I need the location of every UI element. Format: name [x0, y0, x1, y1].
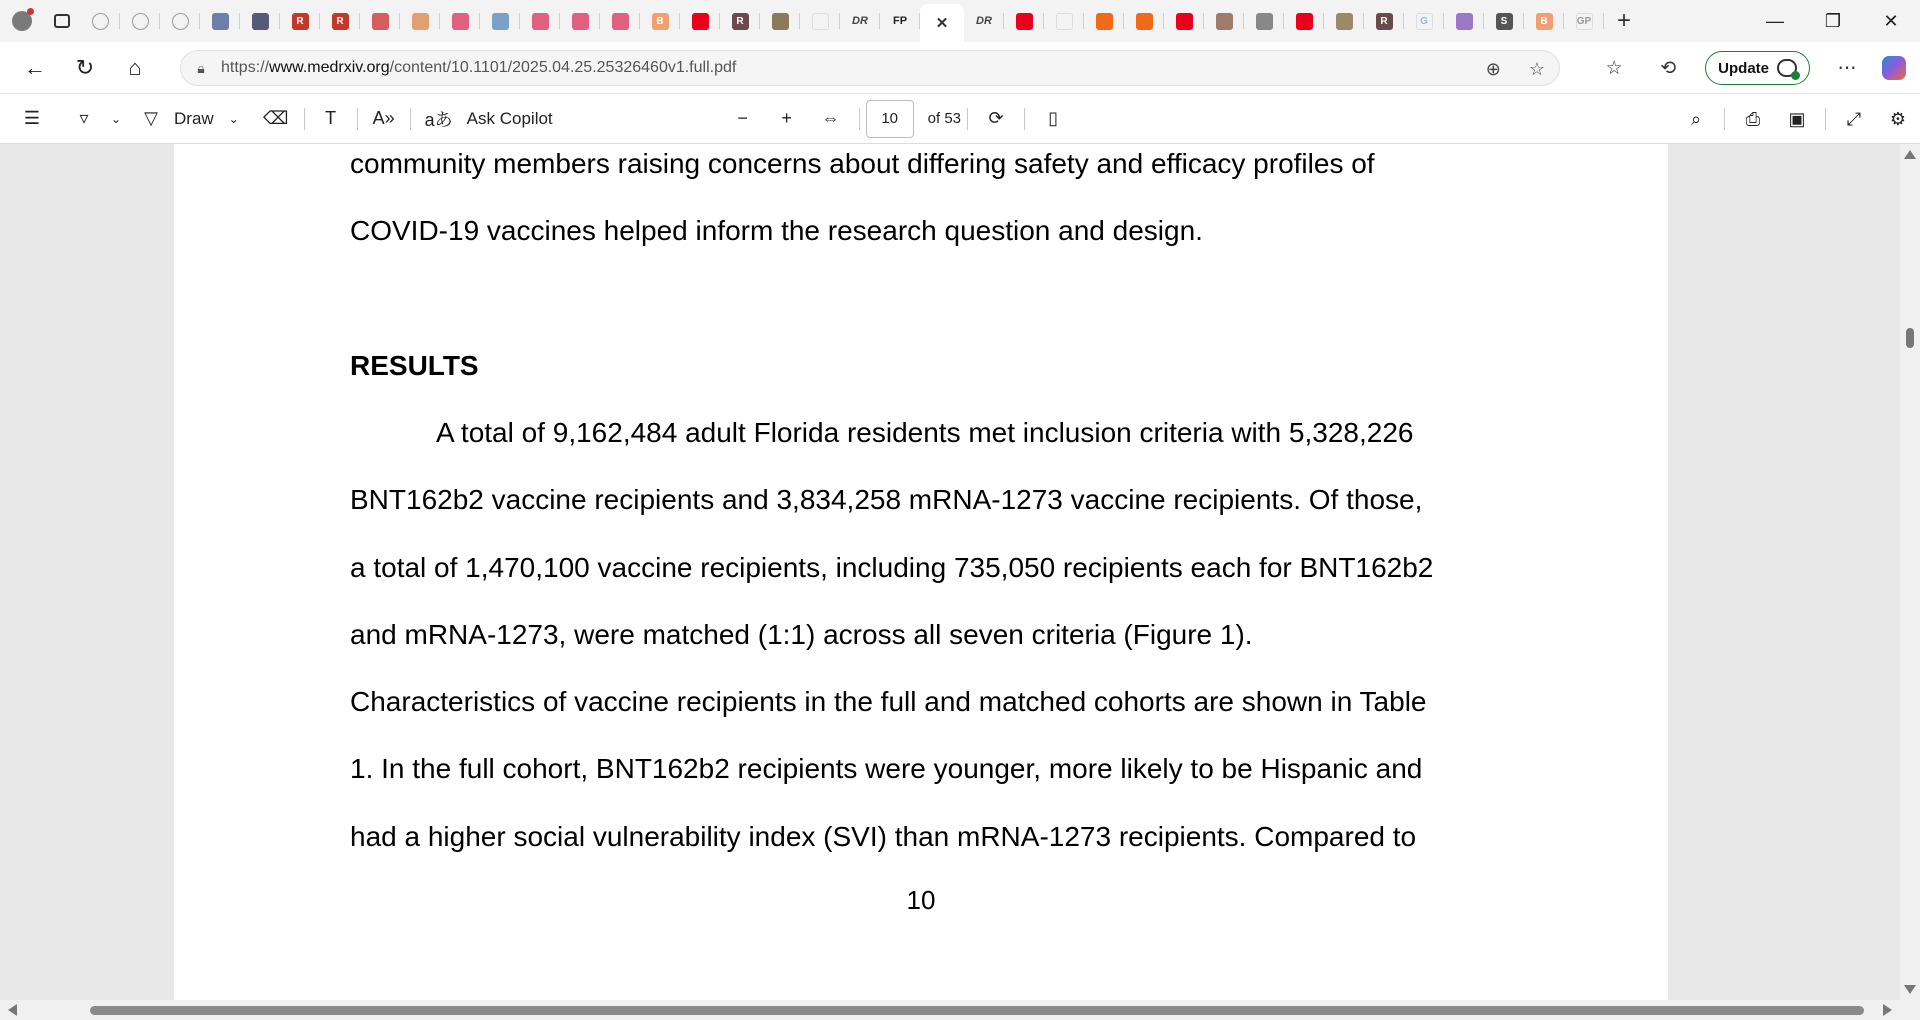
fp-icon: FP	[892, 15, 908, 27]
search-icon[interactable]: ⌕	[1690, 108, 1702, 129]
browser-tab[interactable]	[1164, 4, 1204, 38]
youtube-icon	[1296, 13, 1313, 30]
browser-tab[interactable]	[1404, 4, 1444, 38]
youtube-icon	[612, 13, 629, 30]
site-icon	[492, 13, 509, 30]
minimize-button[interactable]: —	[1766, 10, 1784, 31]
r-icon: R	[732, 13, 749, 30]
scroll-corner	[1900, 1000, 1920, 1020]
divider	[1825, 108, 1826, 130]
paragraph-line: had a higher social vulnerability index (SVI) than mRNA-1273 recipients. Compared to	[350, 821, 1417, 852]
browser-tab[interactable]	[1364, 4, 1404, 38]
read-aloud-icon[interactable]: A»	[372, 108, 395, 128]
browser-tab[interactable]	[880, 4, 920, 38]
rotate-icon[interactable]: ⟳	[988, 108, 1004, 128]
youtube-icon	[452, 13, 469, 30]
browser-tab[interactable]	[964, 4, 1004, 38]
history-icon[interactable]: ⟲	[1660, 57, 1677, 79]
divider	[1024, 108, 1025, 130]
globe-icon	[172, 13, 189, 30]
r-icon: R	[1376, 13, 1393, 30]
update-badge-icon	[1777, 59, 1797, 77]
address-bar	[0, 42, 1920, 94]
bookmark-icon	[1136, 13, 1153, 30]
close-window-button[interactable]: ✕	[1883, 10, 1899, 31]
highlight-icon[interactable]: ▿	[79, 108, 89, 128]
divider	[357, 108, 358, 130]
browser-tab[interactable]	[1004, 4, 1044, 38]
text-line: community members raising concerns about differing safety and efficacy profiles of	[350, 148, 1375, 179]
browser-tab[interactable]	[800, 4, 840, 38]
search-icon	[1056, 13, 1073, 30]
zoom-icon[interactable]: ⊕	[1485, 58, 1501, 79]
browser-tab[interactable]	[1204, 4, 1244, 38]
tab-list	[80, 0, 1604, 42]
browser-tab[interactable]	[1484, 4, 1524, 38]
back-button[interactable]: ←	[24, 54, 46, 80]
image-icon	[772, 13, 789, 30]
globe-icon	[92, 13, 109, 30]
paragraph-line: and mRNA-1273, were matched (1:1) across all seven criteria (Figure 1).	[350, 619, 1253, 650]
profile-avatar[interactable]	[0, 0, 44, 42]
avatar-icon	[412, 13, 429, 30]
youtube-icon	[1016, 13, 1033, 30]
gp-icon: GP	[1576, 13, 1593, 30]
tab-actions-icon	[54, 14, 70, 28]
zoom-in-icon[interactable]: +	[781, 108, 792, 128]
browser-tab[interactable]	[1044, 4, 1084, 38]
youtube-icon	[692, 13, 709, 30]
ask-copilot-button[interactable]: Ask Copilot	[466, 108, 553, 128]
browser-tab[interactable]	[320, 4, 360, 38]
contents-icon[interactable]: ☰	[23, 108, 41, 128]
s-icon: S	[1496, 13, 1513, 30]
mail-icon	[1456, 13, 1473, 30]
scroll-left-icon[interactable]	[8, 1004, 17, 1016]
browser-tab[interactable]	[520, 4, 560, 38]
favorites-icon[interactable]: ☆	[1605, 57, 1623, 79]
refresh-button[interactable]: ↻	[75, 54, 95, 80]
update-button[interactable]	[1705, 51, 1810, 85]
browser-tab[interactable]	[1124, 4, 1164, 38]
horizontal-scroll-thumb[interactable]	[90, 1006, 1864, 1015]
scroll-up-icon[interactable]	[1904, 150, 1916, 159]
browser-tab[interactable]	[760, 4, 800, 38]
settings-icon[interactable]: ⚙	[1889, 108, 1907, 129]
divider	[1724, 108, 1725, 130]
browser-tab[interactable]	[560, 4, 600, 38]
blogger-icon: B	[1536, 13, 1553, 30]
favorite-star-icon[interactable]: ☆	[1528, 58, 1545, 79]
page-number-input[interactable]: 10	[866, 100, 914, 138]
print-icon[interactable]: ⎙	[1745, 108, 1761, 129]
doc-icon	[252, 13, 269, 30]
paragraph-line: Characteristics of vaccine recipients in the full and matched cohorts are shown in Table	[350, 686, 1427, 717]
paragraph-line: BNT162b2 vaccine recipients and 3,834,258 mRNA-1273 vaccine recipients. Of those,	[350, 484, 1423, 515]
browser-tab[interactable]	[360, 4, 400, 38]
highlight-dropdown-icon[interactable]: ⌄	[110, 111, 122, 126]
browser-tab[interactable]	[1084, 4, 1124, 38]
divider	[304, 108, 305, 130]
copilot-icon[interactable]	[1882, 56, 1906, 80]
browser-tab[interactable]	[600, 4, 640, 38]
vertical-scrollbar[interactable]	[1900, 144, 1920, 1000]
browser-tab[interactable]	[1324, 4, 1364, 38]
browser-tab[interactable]	[120, 4, 160, 38]
image-icon	[1216, 13, 1233, 30]
browser-tab[interactable]	[1284, 4, 1324, 38]
fit-width-icon[interactable]: ⇔	[821, 108, 840, 128]
active-tab[interactable]	[920, 4, 964, 42]
news-icon	[212, 13, 229, 30]
divider	[410, 108, 411, 130]
more-menu-icon[interactable]: ⋯	[1837, 57, 1857, 79]
draw-button[interactable]: Draw	[174, 108, 214, 128]
draw-icon[interactable]: ▽	[144, 108, 158, 128]
url-bar[interactable]	[180, 50, 1560, 86]
pdf-toolbar	[0, 94, 1920, 144]
dr-icon: DR	[852, 15, 868, 27]
browser-tab[interactable]	[440, 4, 480, 38]
r-icon: R	[292, 13, 309, 30]
browser-tab[interactable]	[840, 4, 880, 38]
notification-dot	[27, 8, 34, 15]
browser-tab[interactable]	[400, 4, 440, 38]
url-text[interactable]: https://www.medrxiv.org/content/10.1101/2025.04.25.25326460v1.full.pdf	[221, 59, 737, 76]
zoom-out-icon[interactable]: −	[737, 108, 748, 128]
tab-strip	[0, 0, 1920, 42]
image-icon	[1336, 13, 1353, 30]
google-icon: G	[1416, 13, 1433, 30]
horizontal-scrollbar[interactable]	[0, 1000, 1900, 1020]
divider	[967, 108, 968, 130]
browser-tab[interactable]	[1564, 4, 1604, 38]
browser-tab[interactable]	[1444, 4, 1484, 38]
divider	[859, 108, 860, 130]
page-number: 10	[906, 885, 936, 915]
new-tab-button[interactable]: +	[1616, 7, 1631, 34]
browser-tab[interactable]	[640, 4, 680, 38]
dr-icon: DR	[976, 15, 992, 27]
bookmark-icon	[1096, 13, 1113, 30]
browser-tab[interactable]	[200, 4, 240, 38]
erase-icon[interactable]: ⌫	[262, 108, 289, 128]
pdf-viewer[interactable]	[0, 144, 1900, 1000]
r-icon: R	[332, 13, 349, 30]
lock-icon[interactable]: 🔒︎	[197, 59, 205, 76]
text-box-icon[interactable]: T	[325, 108, 337, 128]
youtube-icon	[1176, 13, 1193, 30]
scroll-right-icon[interactable]	[1883, 1004, 1892, 1016]
paragraph-line: a total of 1,470,100 vaccine recipients, including 735,050 recipients each for BNT162b2	[350, 552, 1434, 583]
paragraph-line: A total of 9,162,484 adult Florida residents met inclusion criteria with 5,328,226	[436, 417, 1414, 448]
section-heading: RESULTS	[350, 350, 479, 381]
search-icon	[812, 13, 829, 30]
browser-tab[interactable]	[720, 4, 760, 38]
youtube-icon	[572, 13, 589, 30]
browser-tab[interactable]	[1524, 4, 1564, 38]
home-button[interactable]: ⌂	[128, 54, 142, 80]
browser-tab[interactable]	[160, 4, 200, 38]
pdf-icon	[372, 13, 389, 30]
page-view-icon[interactable]: ▯	[1048, 108, 1058, 128]
globe-icon	[132, 13, 149, 30]
browser-tab[interactable]	[240, 4, 280, 38]
window-controls	[1746, 0, 1920, 42]
update-label: Update	[1718, 59, 1769, 77]
chart-icon	[1256, 13, 1273, 30]
text-line: COVID-19 vaccines helped inform the research question and design.	[350, 215, 1203, 246]
page-total: of 53	[927, 110, 962, 127]
pdf-page	[174, 144, 1668, 1000]
blogger-icon: B	[652, 13, 669, 30]
tab-actions-button[interactable]	[44, 0, 80, 42]
restore-button[interactable]: ❐	[1824, 10, 1842, 31]
scroll-down-icon[interactable]	[1904, 985, 1916, 994]
browser-tab[interactable]	[680, 4, 720, 38]
youtube-icon	[532, 13, 549, 30]
paragraph-line: 1. In the full cohort, BNT162b2 recipients were younger, more likely to be Hispanic and	[350, 753, 1423, 784]
browser-tab[interactable]	[80, 4, 120, 38]
fullscreen-icon[interactable]: ⤢	[1846, 108, 1862, 129]
browser-tab[interactable]	[280, 4, 320, 38]
browser-tab[interactable]	[1244, 4, 1284, 38]
draw-dropdown-icon[interactable]: ⌄	[228, 111, 239, 126]
browser-tab[interactable]	[480, 4, 520, 38]
vertical-scroll-thumb[interactable]	[1906, 328, 1914, 348]
close-icon[interactable]: ✕	[935, 15, 949, 32]
translate-icon[interactable]: aあ	[424, 109, 453, 130]
save-icon[interactable]: ▣	[1788, 108, 1806, 129]
